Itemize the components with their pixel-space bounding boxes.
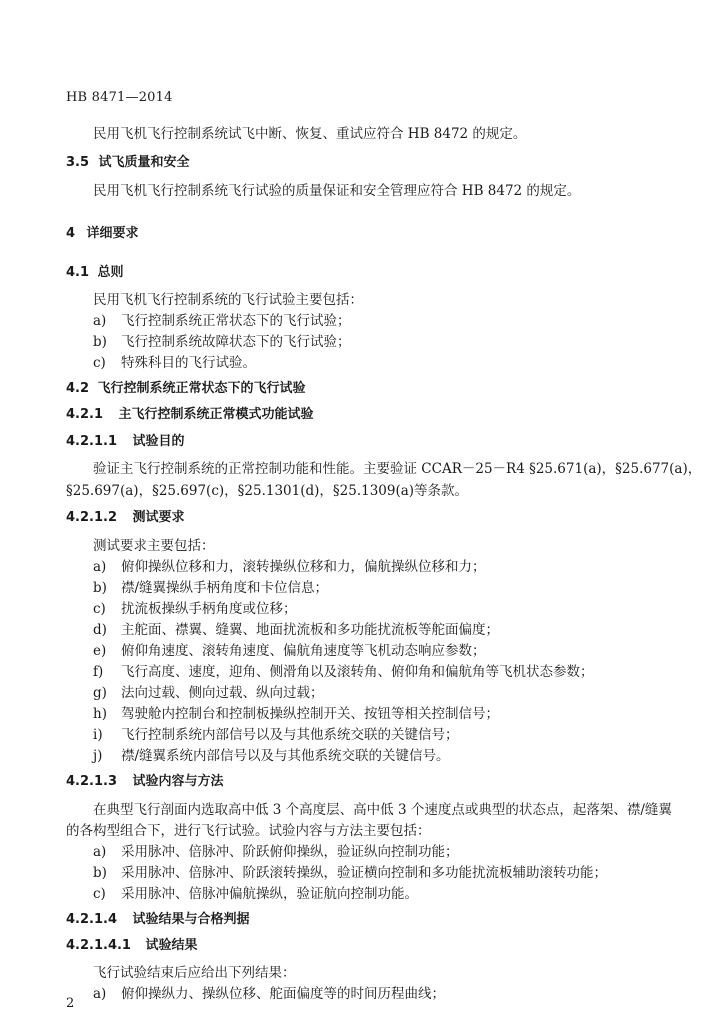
- section-number: 4: [66, 226, 76, 241]
- list-text: 采用脉冲、倍脉冲、阶跃滚转操纵，验证横向控制和多功能扰流板辅助滚转功能；: [121, 865, 607, 881]
- list-item: [93, 641, 486, 661]
- section-heading-4-2-1: [66, 405, 314, 425]
- list-text: 驾驶舱内控制台和控制板操纵控制开关、按钮等相关控制信号；: [121, 706, 499, 722]
- section-title: 测试要求: [132, 510, 185, 525]
- list-item: [93, 557, 486, 577]
- section-heading-4-1: [66, 263, 124, 283]
- list-text: 襟/缝翼系统内部信号以及与其他系统交联的关键信号。: [121, 748, 450, 764]
- list-item: [93, 599, 297, 619]
- list-text: 飞行控制系统故障状态下的飞行试验；: [121, 334, 351, 350]
- list-item: [93, 884, 418, 904]
- list-label: b): [93, 865, 107, 881]
- paragraph: 飞行试验结束后应给出下列结果：: [93, 965, 296, 981]
- section-number: 4.2.1.4.1: [66, 938, 131, 953]
- list-label: i): [93, 727, 103, 743]
- section-number: 3.5: [66, 155, 90, 170]
- paragraph-line: 在典型飞行剖面内选取高中低 3 个高度层、高中低 3 个速度点或典型的状态点，起落架、襟/缝翼: [93, 802, 672, 818]
- list-text: 扰流板操纵手柄角度或位移；: [121, 601, 297, 617]
- list-label: c): [93, 601, 106, 617]
- section-heading-3-5: [66, 153, 190, 173]
- document-header: HB 8471—2014: [66, 90, 173, 105]
- list-label: a): [93, 313, 107, 329]
- paragraph-line: 验证主飞行控制系统的正常控制功能和性能。主要验证 CCAR－25－R4 §25.671(a)，§25.677(a)，: [93, 461, 702, 477]
- list-label: f): [93, 664, 104, 680]
- list-item: [93, 353, 256, 373]
- paragraph-line: 的各构型组合下，进行飞行试验。试验内容与方法主要包括：: [66, 823, 431, 839]
- section-heading-4-2-1-4: [66, 910, 250, 930]
- list-item: [93, 683, 324, 703]
- section-number: 4.2.1.2: [66, 510, 117, 525]
- section-title: 飞行控制系统正常状态下的飞行试验: [97, 381, 306, 396]
- section-number: 4.2: [66, 381, 90, 396]
- list-label: b): [93, 580, 107, 596]
- list-text: 俯仰操纵位移和力，滚转操纵位移和力，偏航操纵位移和力；: [121, 559, 486, 575]
- section-heading-4-2-1-4-1: [66, 936, 198, 956]
- page-number: 2: [66, 996, 75, 1011]
- list-item: [93, 332, 351, 352]
- list-label: j): [93, 748, 103, 764]
- list-text: 主舵面、襟翼、缝翼、地面扰流板和多功能扰流板等舵面偏度；: [121, 622, 499, 638]
- list-label: a): [93, 559, 107, 575]
- list-item: [93, 704, 499, 724]
- list-label: h): [93, 706, 107, 722]
- section-number: 4.2.1: [66, 407, 104, 422]
- paragraph: 测试要求主要包括：: [93, 538, 215, 554]
- section-title: 试验结果: [145, 938, 198, 953]
- list-text: 飞行高度、速度，迎角、侧滑角以及滚转角、俯仰角和偏航角等飞机状态参数；: [121, 664, 594, 680]
- list-text: 襟/缝翼操纵手柄角度和卡位信息；: [121, 580, 329, 596]
- section-number: 4.2.1.1: [66, 434, 117, 449]
- list-text: 特殊科目的飞行试验。: [121, 355, 256, 371]
- section-number: 4.2.1.4: [66, 912, 117, 927]
- list-text: 飞行控制系统内部信号以及与其他系统交联的关键信号；: [121, 727, 459, 743]
- list-item: [93, 984, 445, 1004]
- list-label: a): [93, 844, 107, 860]
- list-item: [93, 863, 607, 883]
- section-title: 试验目的: [132, 434, 185, 449]
- section-heading-4-2: [66, 379, 306, 399]
- list-text: 飞行控制系统正常状态下的飞行试验；: [121, 313, 351, 329]
- paragraph: 民用飞机飞行控制系统试飞中断、恢复、重试应符合 HB 8472 的规定。: [93, 126, 527, 142]
- list-text: 采用脉冲、倍脉冲偏航操纵，验证航向控制功能。: [121, 886, 418, 902]
- list-label: a): [93, 986, 107, 1002]
- section-title: 试验内容与方法: [132, 774, 224, 789]
- section-number: 4.1: [66, 265, 90, 280]
- section-heading-4: [66, 224, 139, 244]
- list-label: c): [93, 886, 106, 902]
- list-text: 俯仰操纵力、操纵位移、舵面偏度等的时间历程曲线；: [121, 986, 445, 1002]
- section-heading-4-2-1-1: [66, 432, 185, 452]
- list-label: d): [93, 622, 107, 638]
- section-title: 详细要求: [86, 226, 139, 241]
- section-title: 试飞质量和安全: [98, 155, 190, 170]
- list-label: e): [93, 643, 107, 659]
- list-item: [93, 725, 459, 745]
- section-title: 总则: [97, 265, 124, 280]
- section-number: 4.2.1.3: [66, 774, 117, 789]
- list-text: 采用脉冲、倍脉冲、阶跃俯仰操纵，验证纵向控制功能；: [121, 844, 459, 860]
- list-item: [93, 620, 499, 640]
- list-label: b): [93, 334, 107, 350]
- list-label: c): [93, 355, 106, 371]
- section-title: 试验结果与合格判据: [132, 912, 250, 927]
- paragraph-line: §25.697(a)，§25.697(c)，§25.1301(d)，§25.1309(a)等条款。: [66, 483, 469, 499]
- list-item: [93, 746, 450, 766]
- list-text: 俯仰角速度、滚转角速度、偏航角速度等飞机动态响应参数；: [121, 643, 486, 659]
- paragraph: 民用飞机飞行控制系统飞行试验的质量保证和安全管理应符合 HB 8472 的规定。: [93, 183, 581, 199]
- list-item: [93, 311, 351, 331]
- section-heading-4-2-1-3: [66, 772, 224, 792]
- section-heading-4-2-1-2: [66, 508, 185, 528]
- list-item: [93, 842, 459, 862]
- list-text: 法向过载、侧向过载、纵向过载；: [121, 685, 324, 701]
- paragraph: 民用飞机飞行控制系统的飞行试验主要包括：: [93, 292, 363, 308]
- section-title: 主飞行控制系统正常模式功能试验: [118, 407, 314, 422]
- list-label: g): [93, 685, 107, 701]
- list-item: [93, 662, 594, 682]
- list-item: [93, 578, 328, 598]
